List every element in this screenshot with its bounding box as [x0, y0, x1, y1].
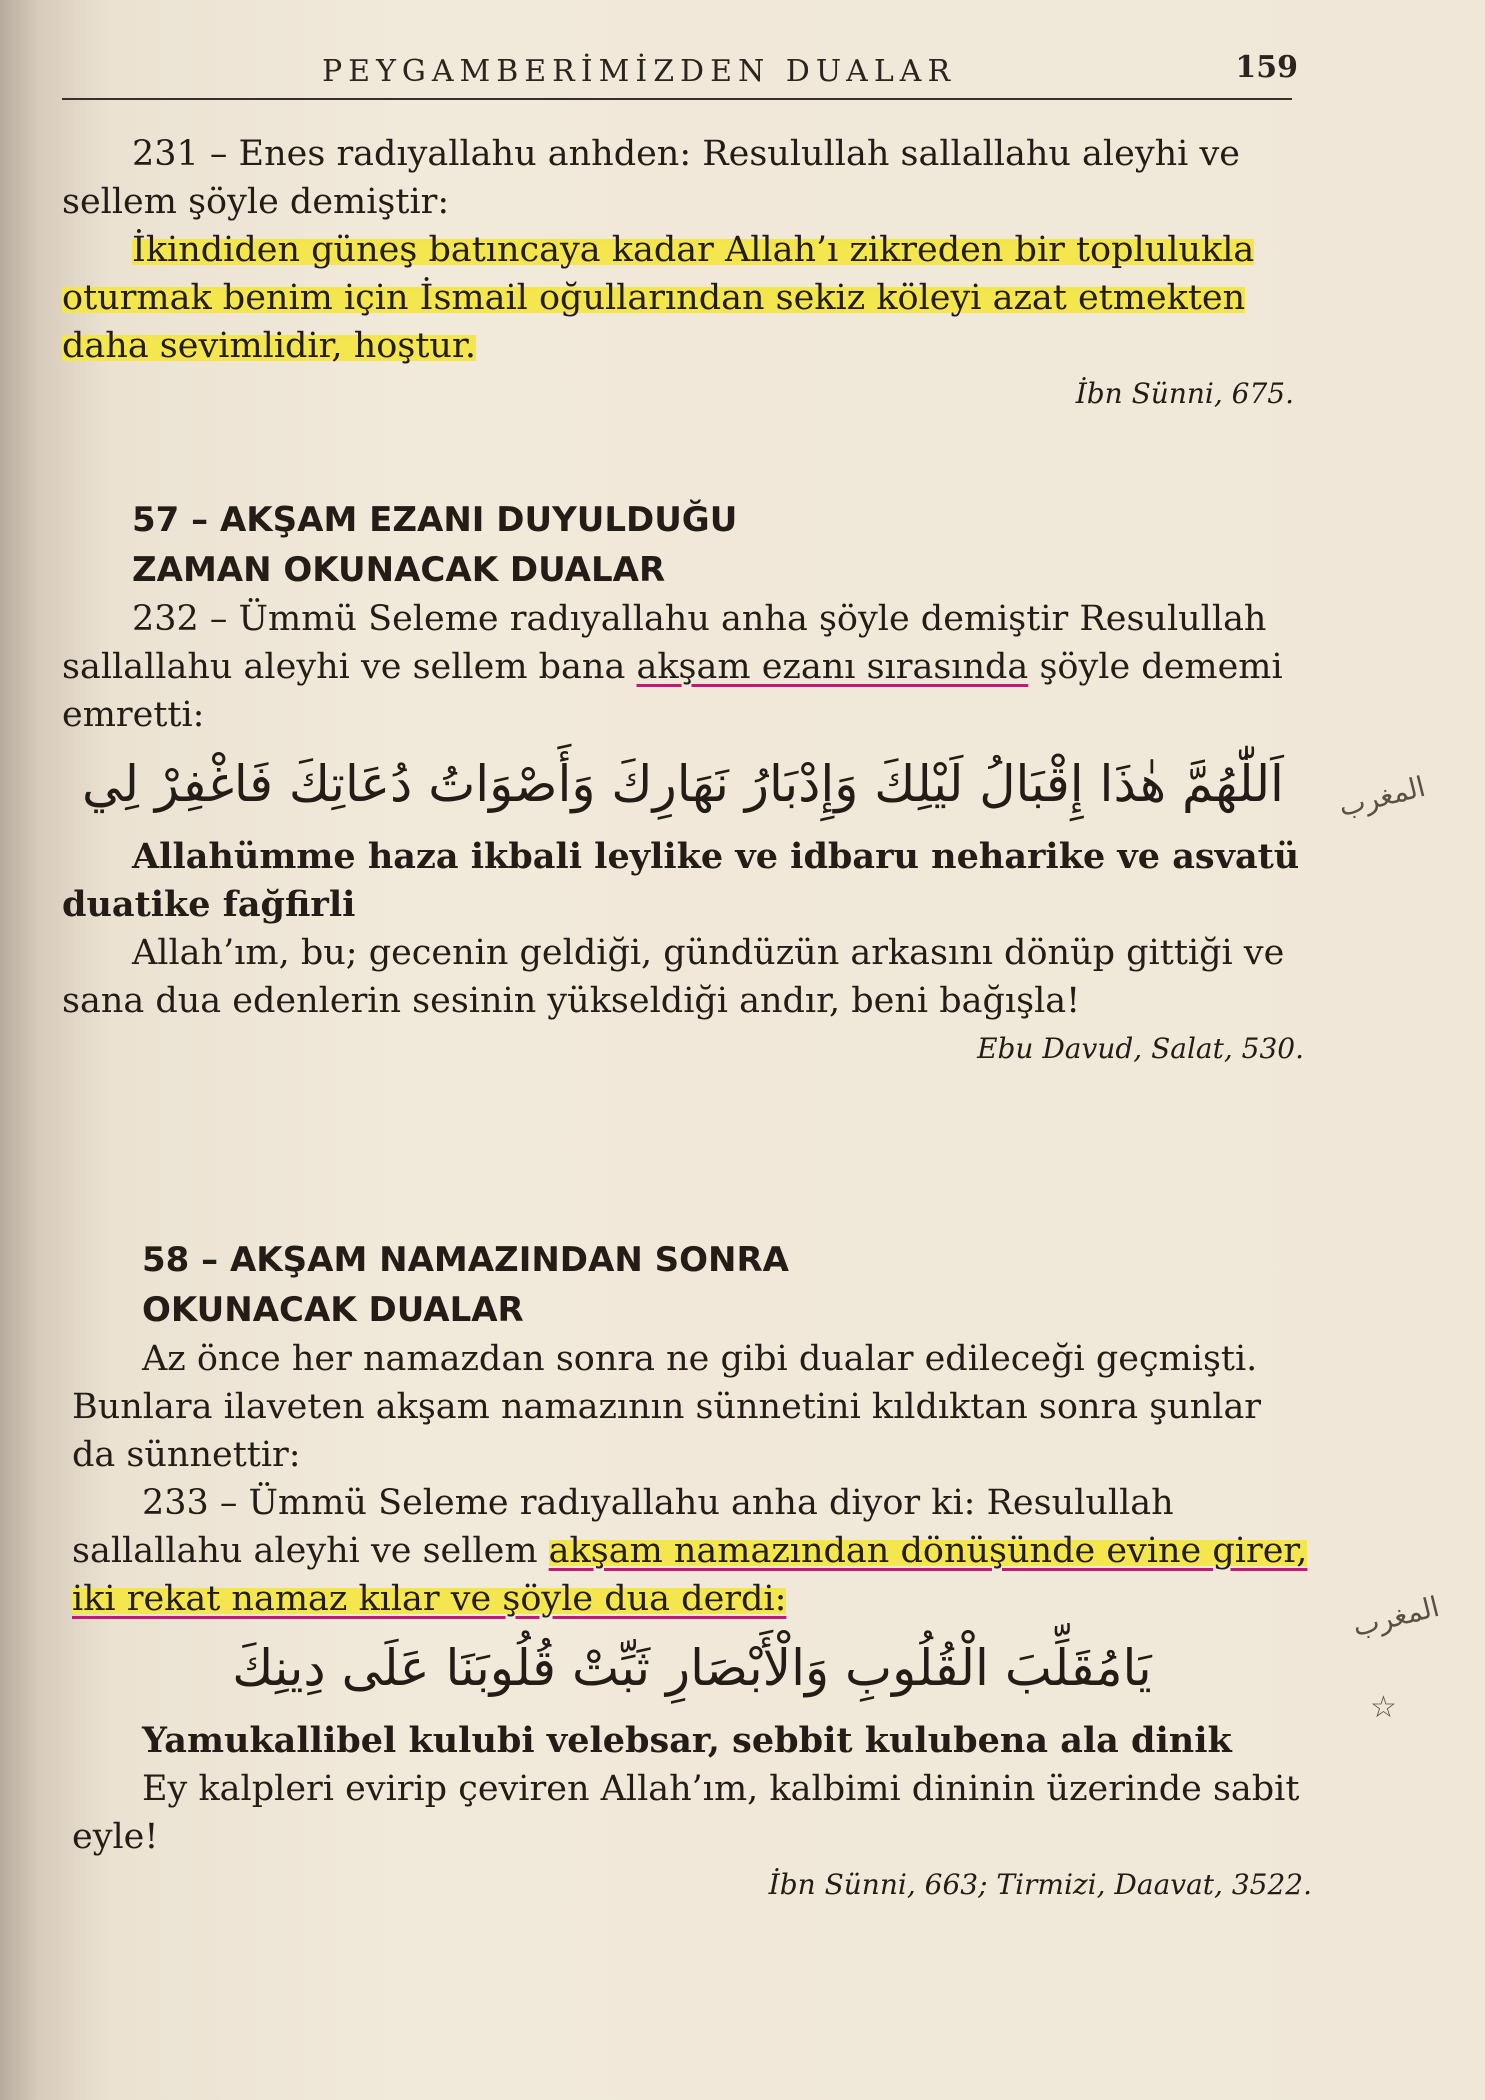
section-58 — [72, 1235, 1312, 1905]
section-57-arabic: اَللّٰهُمَّ هٰذَا إِقْبَالُ لَيْلِكَ وَإِدْبَارُ نَهَارِكَ وَأَصْوَاتُ دُعَاتِكَ فَاغْفِرْ لِي — [82, 755, 1284, 813]
page-number: 159 — [1235, 50, 1298, 85]
hadith-233 — [72, 1479, 1312, 1623]
section-58-arabic: يَامُقَلِّبَ الْقُلُوبِ وَالْأَبْصَارِ ثَبِّتْ قُلُوبَنَا عَلَى دِينِكَ — [232, 1639, 1152, 1697]
section-58-intro: Az önce her namazdan sonra ne gibi dualar edileceği geçmişti. Bunlara ilaveten akşam namazının sünnetini kıldıktan sonra şunlar da sünnettir: — [72, 1339, 1262, 1475]
hadith-231 — [62, 130, 1294, 414]
margin-note-58: المغرب — [1349, 1589, 1443, 1644]
page-header — [62, 50, 1298, 100]
section-57 — [62, 495, 1304, 1069]
hadith-231-highlight: İkindiden güneş batıncaya kadar Allah’ı zikreden bir toplulukla oturmak benim için İsmail oğullarından sekiz köleyi azat etmekten daha sevimlidir, hoştur. — [62, 230, 1255, 366]
hadith-231-source: İbn Sünni, 675. — [1075, 377, 1294, 410]
section-57-translation: Allah’ım, bu; gecenin geldiği, gündüzün arkasını dönüp gittiği ve sana dua edenlerin sesinin yükseldiği andır, beni bağışla! — [62, 933, 1285, 1021]
section-57-heading-line2: ZAMAN OKUNACAK DUALAR — [132, 550, 666, 590]
section-58-heading-line1: 58 – AKŞAM NAMAZINDAN SONRA — [142, 1240, 789, 1280]
hadith-232-intro-after: şöyle dememi emretti: — [62, 647, 1283, 735]
margin-star-icon: ☆ — [1370, 1690, 1397, 1725]
section-58-transliteration: Yamukallibel kulubi velebsar, sebbit kulubena ala dinik — [142, 1720, 1232, 1761]
hadith-232-intro-before: 232 – Ümmü Seleme radıyallahu anha şöyle demiştir Resulullah sallallahu aleyhi ve sellem bana — [62, 599, 1267, 687]
section-58-heading-line2: OKUNACAK DUALAR — [142, 1290, 524, 1330]
section-57-heading-line1: 57 – AKŞAM EZANI DUYULDUĞU — [132, 500, 738, 540]
hadith-231-intro: 231 – Enes radıyallahu anhden: Resulullah sallallahu aleyhi ve sellem şöyle demiştir: — [62, 134, 1240, 222]
hadith-232-underlined: akşam ezanı sırasında — [636, 647, 1029, 687]
section-58-translation: Ey kalpleri evirip çeviren Allah’ım, kalbimi dininin üzerinde sabit eyle! — [72, 1769, 1300, 1857]
hadith-232-intro — [62, 595, 1304, 739]
section-58-source: İbn Sünni, 663; Tirmizi, Daavat, 3522. — [768, 1868, 1312, 1901]
hadith-233-plain: 233 – Ümmü Seleme radıyallahu anha diyor ki: Resulullah sallallahu aleyhi ve sellem — [72, 1483, 1174, 1571]
hadith-231-text — [62, 226, 1294, 370]
margin-note-57: المغرب — [1335, 769, 1429, 824]
hadith-233-highlight: akşam namazından dönüşünde evine girer, iki rekat namaz kılar ve şöyle dua derdi: — [72, 1531, 1308, 1619]
running-title: PEYGAMBERİMİZDEN DUALAR — [322, 54, 957, 89]
section-57-transliteration: Allahümme haza ikbali leylike ve idbaru neharike ve asvatü duatike fağfirli — [62, 836, 1300, 925]
section-57-source: Ebu Davud, Salat, 530. — [977, 1032, 1304, 1065]
